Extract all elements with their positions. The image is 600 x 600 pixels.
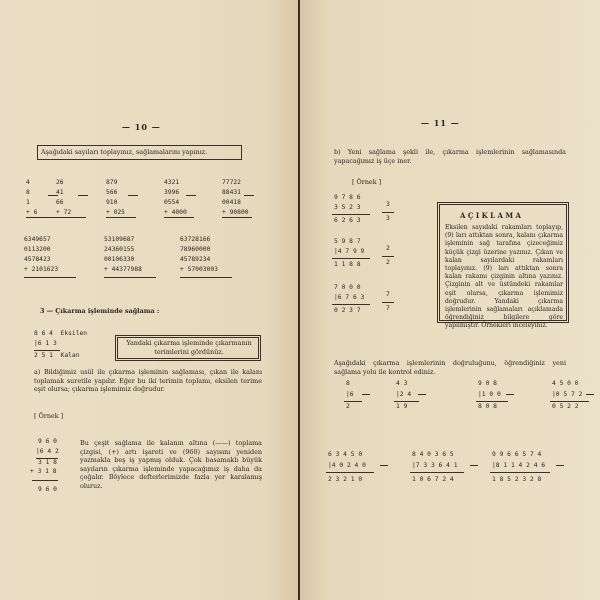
sum-cell: 3996 bbox=[164, 189, 180, 196]
exercise-cell: 0 5 2 2 bbox=[552, 403, 579, 410]
exercise-cell: |1 0 0 bbox=[478, 391, 501, 398]
instruction-text: Aşağıdaki sayıları toplayınız, sağlamalarını yapınız. bbox=[41, 148, 208, 156]
sum-cell: 24360155 bbox=[104, 246, 135, 253]
exercise-cell: 4 3 bbox=[396, 380, 408, 387]
sum-cell: 00106330 bbox=[104, 256, 135, 263]
sum-cell: + 57003003 bbox=[180, 266, 218, 273]
exercise-line bbox=[344, 401, 362, 402]
check-line bbox=[382, 256, 394, 257]
sum-line bbox=[222, 217, 252, 218]
example-sum: 9 6 0 bbox=[38, 486, 57, 493]
sum-cell: 566 bbox=[106, 189, 118, 196]
sum-cell: 26 bbox=[56, 179, 64, 186]
sum-cell: 4578423 bbox=[24, 256, 51, 263]
exercise-dash bbox=[470, 465, 478, 466]
exercise-cell: 1 0 6 7 2 4 bbox=[412, 476, 454, 483]
sum-line bbox=[164, 217, 194, 218]
exercise-cell: 8 4 0 3 6 5 bbox=[412, 451, 454, 458]
sum-cell: + 72 bbox=[56, 209, 72, 216]
exercise-dash bbox=[380, 465, 388, 466]
check-bottom: 3 bbox=[386, 215, 390, 222]
ornek-label: [ Örnek ] bbox=[352, 178, 382, 186]
aciklama-text: Eksilen sayıdaki rakamları toplayıp, (9) ları attıktan sonra, kalanı çıkarma işleminin sağ tarafına çizeceğimiz küçük çizgi üzerine yazınız. Çıkan ve kalan sayılardaki rakamları toplayınız. (9) ları attıktan sonra kalan rakamı çizginin altına yazınız. Çizginin alt ve üstündeki rakamlar eşit olursa, çıkarma işlemimiz doğrudur. Yandaki çıkarma işlemlerinin sağlamaları açıklamada öğrendiğiniz bilgilere göre yapılmıştır. Örnekleri inceleyiniz. bbox=[445, 224, 563, 330]
sum-cell: 66 bbox=[56, 199, 64, 206]
example-cell: 0 2 3 7 bbox=[334, 307, 361, 314]
check-top: 7 bbox=[386, 291, 390, 298]
subtraction-minuend: 8 6 4 Eksilen bbox=[34, 330, 88, 337]
exercise-cell: 8 0 8 bbox=[478, 403, 497, 410]
sum-cell: 879 bbox=[106, 179, 118, 186]
example-cell: 5 9 8 7 bbox=[334, 238, 361, 245]
sum-cell: + 44377988 bbox=[104, 266, 142, 273]
aciklama-title: A Ç I K L A M A bbox=[460, 211, 521, 220]
note-text: Yandaki çıkarma işleminde çıkarmanın terimlerini gördünüz. bbox=[126, 339, 252, 356]
subtraction-line bbox=[34, 350, 60, 351]
exercise-dash bbox=[418, 394, 426, 395]
sum-cell: 0554 bbox=[164, 199, 180, 206]
page-number: — 11 — bbox=[421, 118, 460, 128]
exercise-dash bbox=[506, 394, 514, 395]
sum-dash bbox=[128, 195, 138, 196]
exercise-line bbox=[394, 401, 419, 402]
paragraph-a: a) Bildiğimiz usûl ile çıkarma işleminin sağlaması, çıkan ile kalanı toplamak suretile yapılır. Eğer bu iki terimin toplamı, eksilen terime eşit olursa; çıkarma işlemimiz doğrudur. bbox=[34, 368, 262, 394]
left-page bbox=[0, 0, 298, 600]
sum-cell: + 90800 bbox=[222, 209, 249, 216]
exercise-cell: 6 3 4 5 0 bbox=[328, 451, 363, 458]
check-top: 2 bbox=[386, 245, 390, 252]
exercise-line bbox=[410, 472, 464, 473]
example-difference: 3 1 8 bbox=[38, 459, 57, 466]
sum-cell: 4 bbox=[26, 179, 30, 186]
sum-dash bbox=[186, 195, 196, 196]
exercise-dash bbox=[556, 465, 564, 466]
sum-cell: 4321 bbox=[164, 179, 180, 186]
subtraction-subtrahend: |6 1 3 bbox=[34, 340, 57, 347]
sum-line bbox=[56, 217, 86, 218]
example-cell: 6 2 6 3 bbox=[334, 217, 361, 224]
exercise-cell: 1 9 bbox=[396, 403, 408, 410]
sum-cell: 1 bbox=[26, 199, 30, 206]
example-cell: 9 7 8 6 bbox=[334, 194, 361, 201]
sum-cell: 78960000 bbox=[180, 246, 211, 253]
exercise-line bbox=[326, 472, 374, 473]
sum-line bbox=[24, 277, 76, 278]
exercise-cell: 4 5 0 0 bbox=[552, 380, 579, 387]
example-line bbox=[332, 304, 370, 305]
exercise-cell: 8 bbox=[346, 380, 350, 387]
section-title: 3 — Çıkarma işleminde sağlama : bbox=[40, 307, 160, 315]
sum-line bbox=[26, 217, 56, 218]
sum-cell: 53109687 bbox=[104, 236, 135, 243]
exercise-line bbox=[490, 472, 550, 473]
exercise-cell: |7 3 3 6 4 1 bbox=[412, 462, 458, 469]
exercise-cell: 1 8 5 2 3 2 8 bbox=[492, 476, 542, 483]
exercise-cell: |6 bbox=[346, 391, 354, 398]
exercise-text: Aşağıdaki çıkarma işlemlerinin doğruluğunu, öğrendiğiniz yeni sağlama yolu ile kontrol ediniz. bbox=[334, 359, 566, 376]
sum-cell: 41 bbox=[56, 189, 64, 196]
exercise-line bbox=[476, 401, 508, 402]
check-line bbox=[382, 212, 394, 213]
ornek-label: [ Örnek ] bbox=[34, 412, 64, 420]
sum-cell: 45789234 bbox=[180, 256, 211, 263]
sum-line bbox=[180, 277, 232, 278]
sum-cell: + 025 bbox=[106, 209, 125, 216]
exercise-cell: 2 3 2 1 0 bbox=[328, 476, 363, 483]
paragraph-b: Bu çeşit sağlama ile kalanın altına (——) toplama çizgisi, (+) artı işareti ve (960) sayısını yeniden yazmakla beş iş yapmış olduk. Çok basamaklı büyük sayıların çıkarma işleminde yapacağımız iş daha da çoğalır. Böylece defterlerimizde fazla yer karalamış oluruz. bbox=[80, 439, 262, 490]
check-bottom: 2 bbox=[386, 259, 390, 266]
right-page bbox=[300, 0, 600, 600]
exercise-cell: |8 1 1 4 2 4 6 bbox=[492, 462, 546, 469]
sum-cell: 88431 bbox=[222, 189, 241, 196]
example-cell: 1 1 8 8 bbox=[334, 261, 361, 268]
sum-cell: 00418 bbox=[222, 199, 241, 206]
check-top: 3 bbox=[386, 201, 390, 208]
sum-dash bbox=[244, 195, 254, 196]
sum-cell: 910 bbox=[106, 199, 118, 206]
exercise-cell: 2 bbox=[346, 403, 350, 410]
sum-line bbox=[106, 217, 136, 218]
sum-cell: + 2101623 bbox=[24, 266, 59, 273]
sum-cell: 6349657 bbox=[24, 236, 51, 243]
sum-cell: + 4000 bbox=[164, 209, 187, 216]
example-subtrahend: |6 4 2 bbox=[36, 448, 59, 455]
example-cell: 3 5 2 3 bbox=[334, 204, 361, 211]
sum-cell: 8 bbox=[26, 189, 30, 196]
exercise-cell: |2 4 bbox=[396, 391, 412, 398]
subtraction-difference: 2 5 1 Kalan bbox=[34, 352, 80, 359]
exercise-cell: |4 0 2 4 0 bbox=[328, 462, 366, 469]
check-line bbox=[382, 302, 394, 303]
example-line-2 bbox=[32, 480, 58, 481]
sum-cell: 0113200 bbox=[24, 246, 51, 253]
sum-cell: 77722 bbox=[222, 179, 241, 186]
sum-line bbox=[104, 277, 156, 278]
intro-text: b) Yeni sağlama şekli ile, çıkarma işlemlerinin sağlamasında yapacağımız iş üçe iner. bbox=[334, 148, 566, 165]
page-number: — 10 — bbox=[122, 122, 161, 132]
example-minuend: 9 6 0 bbox=[38, 438, 57, 445]
check-bottom: 7 bbox=[386, 305, 390, 312]
exercise-line bbox=[550, 401, 589, 402]
exercise-dash bbox=[586, 394, 594, 395]
exercise-cell: 9 9 6 6 5 7 4 bbox=[492, 451, 542, 458]
example-addend: + 3 1 8 bbox=[30, 468, 57, 475]
sum-cell: + 6 bbox=[26, 209, 38, 216]
sum-cell: 63728166 bbox=[180, 236, 211, 243]
example-cell: 7 0 0 0 bbox=[334, 284, 361, 291]
example-cell: |4 7 9 9 bbox=[334, 248, 365, 255]
example-line bbox=[332, 214, 370, 215]
sum-dash bbox=[78, 195, 88, 196]
exercise-cell: 9 0 8 bbox=[478, 380, 497, 387]
example-cell: |6 7 6 3 bbox=[334, 294, 365, 301]
exercise-dash bbox=[362, 394, 370, 395]
example-line bbox=[332, 258, 370, 259]
exercise-cell: |0 5 7 2 bbox=[552, 391, 583, 398]
